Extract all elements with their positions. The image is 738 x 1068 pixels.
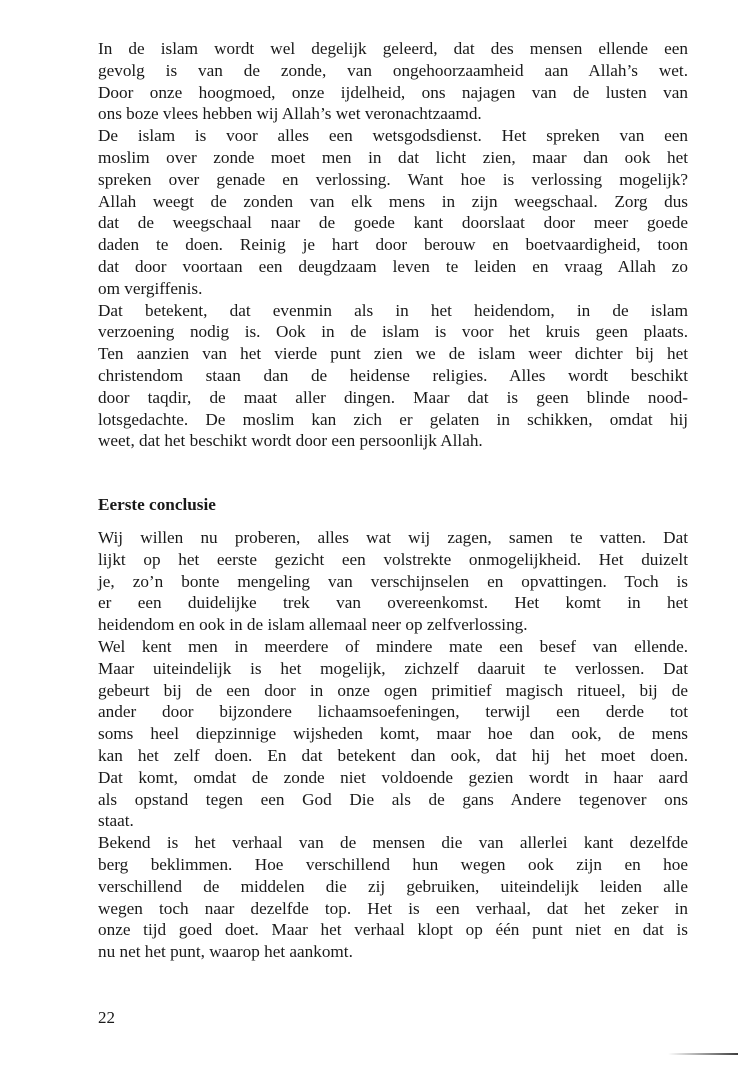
text-line: Maar uiteindelijk is het mogelijk, zichzelf daaruit te verlossen. Dat: [98, 658, 688, 678]
text-line: door taqdir, de maat aller dingen. Maar dat is geen blinde nood-: [98, 387, 688, 407]
text-line: soms heel diepzinnige wijsheden komt, maar hoe dan ook, de mens: [98, 724, 688, 744]
section-heading: Eerste conclusie: [98, 495, 216, 514]
text-line: Dat betekent, dat evenmin als in het heidendom, in de islam: [98, 300, 688, 320]
text-line: je, zo’n bonte mengeling van verschijnselen en opvattingen. Toch is: [98, 571, 688, 591]
text-line: verzoening nodig is. Ook in de islam is voor het kruis geen plaats.: [98, 322, 688, 342]
text-line: wegen toch naar dezelfde top. Het is een verhaal, dat het zeker in: [98, 898, 688, 918]
page-number: 22: [98, 1008, 115, 1027]
text-line: De islam is voor alles een wetsgodsdienst. Het spreken van een: [98, 126, 688, 146]
text-line: kan het zelf doen. En dat betekent dan ook, dat hij het moet doen.: [98, 745, 688, 765]
text-line: daden te doen. Reinig je hart door berouw en boetvaardigheid, toon: [98, 235, 688, 255]
text-line: Allah weegt de zonden van elk mens in zijn weegschaal. Zorg dus: [98, 191, 688, 211]
text-line: lotsgedachte. De moslim kan zich er gelaten in schikken, omdat hij: [98, 409, 688, 429]
text-line: christendom staan dan de heidense religies. Alles wordt beschikt: [98, 365, 688, 385]
text-line: Wel kent men in meerdere of mindere mate een besef van ellende.: [98, 636, 688, 656]
body-text-section-2: [98, 527, 688, 963]
text-line: staat.: [98, 811, 134, 831]
text-line: onze tijd goed doet. Maar het verhaal klopt op één punt niet en dat is: [98, 920, 688, 940]
text-line: er een duidelijke trek van overeenkomst. Het komt in het: [98, 593, 688, 613]
text-line: moslim over zonde moet men in dat licht zien, maar dan ook het: [98, 147, 688, 167]
text-line: verschillend de middelen die zij gebruiken, uiteindelijk leiden alle: [98, 876, 688, 896]
text-line: nu net het punt, waarop het aankomt.: [98, 942, 353, 962]
text-line: dat door voortaan een deugdzaam leven te leiden en vraag Allah zo: [98, 256, 688, 276]
text-line: dat de weegschaal naar de goede kant doorslaat door meer goede: [98, 213, 688, 233]
text-line: om vergiffenis.: [98, 278, 203, 298]
scan-edge-rule: [668, 1053, 738, 1055]
body-text-section-1: [98, 38, 688, 452]
text-line: Wij willen nu proberen, alles wat wij zagen, samen te vatten. Dat: [98, 528, 688, 547]
text-line: In de islam wordt wel degelijk geleerd, dat des mensen ellende een: [98, 39, 688, 58]
text-line: ander door bijzondere lichaamsoefeningen, terwijl een derde tot: [98, 702, 688, 722]
text-line: gevolg is van de zonde, van ongehoorzaamheid aan Allah’s wet.: [98, 60, 688, 80]
text-line: heidendom en ook in de islam allemaal neer op zelfverlossing.: [98, 615, 528, 635]
text-line: Bekend is het verhaal van de mensen die van allerlei kant dezelfde: [98, 833, 688, 853]
text-line: berg beklimmen. Hoe verschillend hun wegen ook zijn en hoe: [98, 854, 688, 874]
text-line: Dat komt, omdat de zonde niet voldoende gezien wordt in haar aard: [98, 767, 688, 787]
text-line: ons boze vlees hebben wij Allah’s wet veronachtzaamd.: [98, 104, 482, 124]
text-line: gebeurt bij de een door in onze ogen primitief magisch ritueel, bij de: [98, 680, 688, 700]
text-line: Ten aanzien van het vierde punt zien we de islam weer dichter bij het: [98, 344, 688, 364]
text-line: Door onze hoogmoed, onze ijdelheid, ons najagen van de lusten van: [98, 82, 688, 102]
text-line: spreken over genade en verlossing. Want hoe is verlossing mogelijk?: [98, 169, 688, 189]
text-line: lijkt op het eerste gezicht een volstrekte onmogelijkheid. Het duizelt: [98, 549, 688, 569]
text-line: weet, dat het beschikt wordt door een persoonlijk Allah.: [98, 431, 483, 451]
text-line: als opstand tegen een God Die als de gans Andere tegenover ons: [98, 789, 688, 809]
